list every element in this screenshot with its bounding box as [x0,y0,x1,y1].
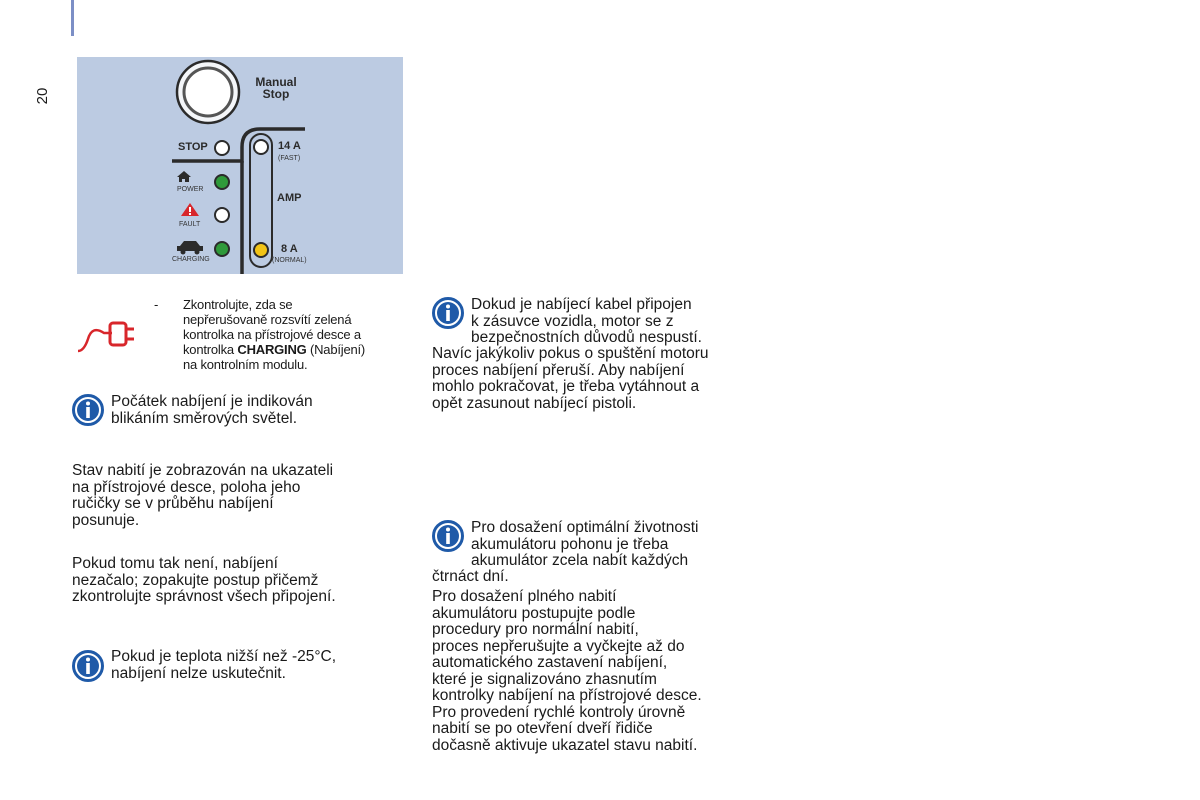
text-line: automatického zastavení nabíjení, [432,654,668,671]
text-line: k zásuvce vozidla, motor se z [471,312,674,330]
charging-panel-illustration [77,57,403,274]
text-line: blikáním směrových světel. [111,409,298,427]
charging-bold-label: CHARGING [237,342,307,357]
manual-stop-button [184,68,232,116]
stop-label: STOP [178,141,208,153]
page-number: 20 [34,87,51,105]
fast-amp-label: 14 A [278,140,301,152]
warning-icon [181,203,199,216]
note-cable [432,346,792,412]
text-span: (Nabíjení) [306,342,366,357]
text-line: akumulátoru postupujte podle [432,604,636,622]
text-line: Navíc jakýkoliv pokus o spuštění motoru [432,345,709,362]
info-icon [432,520,464,552]
text-line: Stav nabití je zobrazován na ukazateli [72,462,334,479]
text-line [183,342,418,357]
charging-led [215,242,229,256]
text-line: bezpečnostních důvodů nespustí. [471,329,702,346]
stop-word-label: Stop [262,87,290,101]
text-line: nepřerušovaně rozsvítí zelená [183,312,352,327]
info-icon [72,394,104,426]
text-line: ručičky se v průběhu nabíjení [72,495,274,512]
text-line: Zkontrolujte, zda se [183,297,293,312]
text-line: opět zasunout nabíjecí pistoli. [432,394,637,412]
fast-led [254,140,268,154]
info-icon [72,650,104,682]
note-cable-indented [471,297,791,347]
fast-label: (FAST) [278,155,301,162]
home-icon [177,171,191,182]
text-line: Pro dosažení optimální životnosti [471,519,699,536]
note-charging-start [111,394,411,427]
note-battery [432,569,792,586]
fault-led [215,208,229,222]
paragraph-not-started [72,556,417,606]
text-line: akumulátor zcela nabít každých [471,552,689,569]
fault-label: FAULT [179,221,201,228]
bullet-dash: - [154,297,159,312]
text-line: Pokud je teplota nižší než -25°C, [111,648,337,665]
manual-label: Manual [255,75,297,89]
text-line: které je signalizováno zhasnutím [432,670,657,688]
power-label: POWER [177,186,204,193]
text-line: Pokud tomu tak není, nabíjení [72,555,278,572]
text-line: kontrolka na přístrojové desce a [183,327,361,342]
check-item-text [183,297,418,372]
power-led [215,175,229,189]
car-icon [177,241,203,255]
normal-label: (NORMAL) [272,257,307,264]
paragraph-full-charge [432,589,802,754]
text-line: nezačalo; zopakujte postup přičemž [72,571,319,589]
text-line: posunuje. [72,511,140,529]
amp-label: AMP [277,192,302,204]
margin-bar [71,0,74,36]
text-line: nabití se po otevření dveří řidiče [432,720,653,737]
manual-stop-label [251,76,301,100]
text-line: Dokud je nabíjecí kabel připojen [471,296,692,313]
text-line: kontrolky nabíjení na přístrojové desce. [432,687,702,704]
normal-led [254,243,268,257]
info-icon [432,297,464,329]
text-line: mohlo pokračovat, je třeba vytáhnout a [432,378,700,395]
text-line: akumulátoru pohonu je třeba [471,535,669,553]
text-line: Pro dosažení plného nabití [432,588,617,605]
note-temperature [111,649,411,682]
text-line: Pro provedení rychlé kontroly úrovně [432,703,686,721]
charging-label: CHARGING [172,256,210,263]
text-line: čtrnáct dní. [432,568,509,585]
stop-led [215,141,229,155]
text-line: proces nepřerušujte a vyčkejte až do [432,637,685,655]
text-line: dočasně aktivuje ukazatel stavu nabití. [432,736,698,754]
normal-amp-label: 8 A [281,243,298,255]
text-line: proces nabíjení přeruší. Aby nabíjení [432,361,685,379]
note-battery-indented [471,520,791,570]
paragraph-gauge [72,463,412,529]
charging-plug-icon [74,315,138,355]
text-line: nabíjení nelze uskutečnit. [111,664,286,682]
text-span: kontrolka [183,342,238,357]
text-line: procedury pro normální nabití, [432,621,639,638]
text-line: na přístrojové desce, poloha jeho [72,478,301,496]
text-line: Počátek nabíjení je indikován [111,393,313,410]
text-line: na kontrolním modulu. [183,357,308,372]
panel-drawing [77,57,403,274]
text-line: zkontrolujte správnost všech připojení. [72,588,336,605]
